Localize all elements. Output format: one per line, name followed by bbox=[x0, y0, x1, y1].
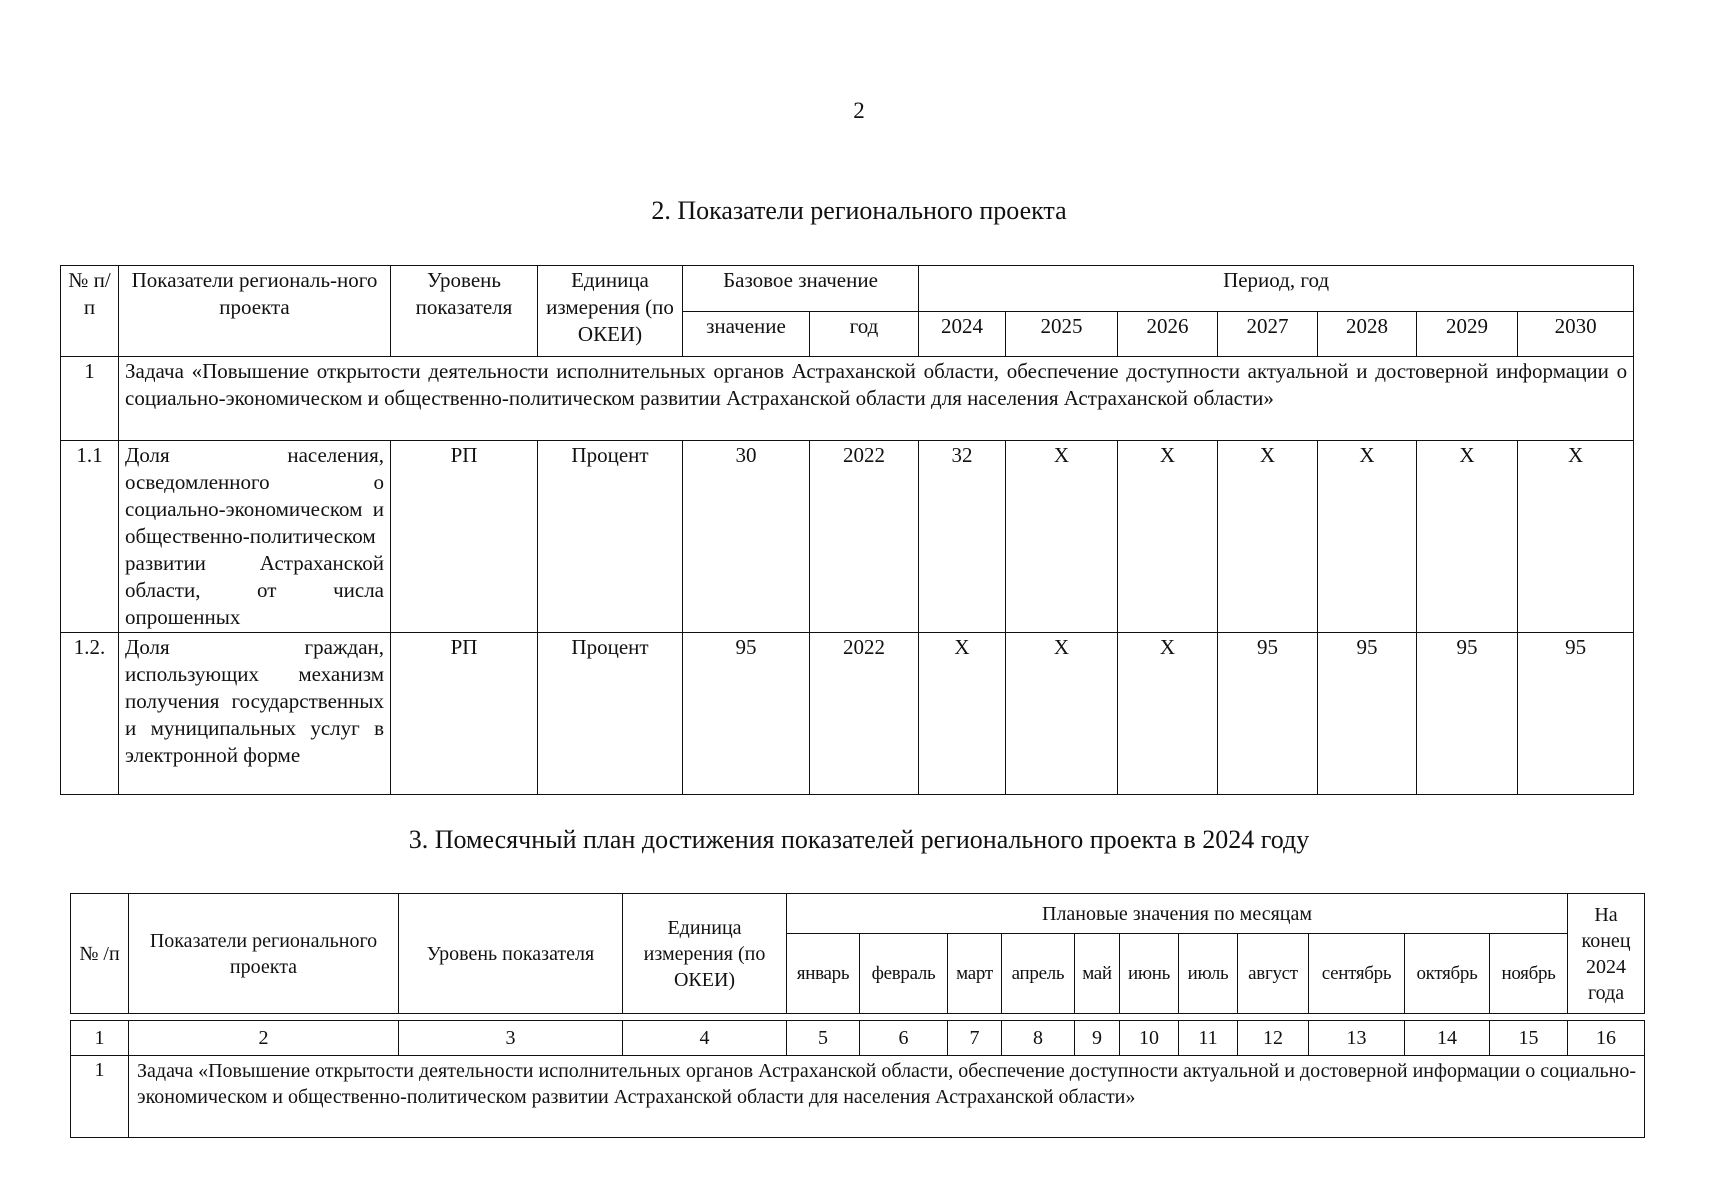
table-row bbox=[61, 441, 1634, 633]
row-value: 95 bbox=[1218, 633, 1318, 795]
header-indicator: Показатели региональ-ного проекта bbox=[119, 266, 391, 357]
header-month: октябрь bbox=[1405, 934, 1490, 1014]
header-num: № /п bbox=[71, 894, 129, 1014]
task-num: 1 bbox=[61, 357, 119, 441]
column-number: 11 bbox=[1179, 1021, 1238, 1056]
row-value: X bbox=[1118, 633, 1218, 795]
column-number: 16 bbox=[1568, 1021, 1645, 1056]
row-level: РП bbox=[391, 633, 538, 795]
column-number: 2 bbox=[129, 1021, 399, 1056]
row-unit: Процент bbox=[538, 441, 683, 633]
section-2-title: 2. Показатели регионального проекта bbox=[651, 196, 1067, 225]
header-period: Период, год bbox=[919, 266, 1634, 312]
header-base: Базовое значение bbox=[683, 266, 919, 312]
task-text: Задача «Повышение открытости деятельности исполнительных органов Астраханской области, обеспечение доступности актуальной и достоверной информации о социально-экономическом и общественно-политическом развитии Астраханской области для населения Астраханской области» bbox=[119, 357, 1634, 441]
header-month: сентябрь bbox=[1309, 934, 1405, 1014]
table-row bbox=[61, 633, 1634, 795]
row-value: X bbox=[1218, 441, 1318, 633]
row-unit: Процент bbox=[538, 633, 683, 795]
section-3-title: 3. Помесячный план достижения показателей регионального проекта в 2024 году bbox=[408, 825, 1310, 854]
header-month: февраль bbox=[860, 934, 948, 1014]
row-base-value: 95 bbox=[683, 633, 810, 795]
column-number: 7 bbox=[948, 1021, 1002, 1056]
page-number: 2 bbox=[853, 98, 865, 123]
header-unit: Единица измерения (по ОКЕИ) bbox=[538, 266, 683, 357]
column-number: 12 bbox=[1238, 1021, 1309, 1056]
indicators-table bbox=[60, 265, 1634, 795]
header-base-year: год bbox=[810, 312, 919, 357]
row-num: 1.2. bbox=[61, 633, 119, 795]
header-month: май bbox=[1075, 934, 1120, 1014]
column-number: 15 bbox=[1490, 1021, 1568, 1056]
row-indicator: Доля населения, осведомленного о социально-экономическом и общественно-политическом развитии Астраханской области, от числа опрошенных bbox=[119, 441, 391, 633]
header-unit: Единица измерения (по ОКЕИ) bbox=[623, 894, 787, 1014]
header-month: март bbox=[948, 934, 1002, 1014]
column-number: 14 bbox=[1405, 1021, 1490, 1056]
header-month: апрель bbox=[1002, 934, 1075, 1014]
header-month: июль bbox=[1179, 934, 1238, 1014]
row-indicator: Доля граждан, использующих механизм получения государственных и муниципальных услуг в электронной форме bbox=[119, 633, 391, 795]
header-base-value: значение bbox=[683, 312, 810, 357]
header-month: ноябрь bbox=[1490, 934, 1568, 1014]
task-num: 1 bbox=[71, 1056, 129, 1138]
header-year: 2027 bbox=[1218, 312, 1318, 357]
task-text: Задача «Повышение открытости деятельности исполнительных органов Астраханской области, обеспечение доступности актуальной и достоверной информации о социально-экономическом и общественно-политическом развитии Астраханской области для населения Астраханской области» bbox=[129, 1056, 1645, 1138]
row-value: X bbox=[1118, 441, 1218, 633]
column-number: 6 bbox=[860, 1021, 948, 1056]
row-level: РП bbox=[391, 441, 538, 633]
column-number: 4 bbox=[623, 1021, 787, 1056]
row-value: 32 bbox=[919, 441, 1006, 633]
row-value: 95 bbox=[1518, 633, 1634, 795]
row-base-year: 2022 bbox=[810, 441, 919, 633]
column-number: 9 bbox=[1075, 1021, 1120, 1056]
row-value: X bbox=[1318, 441, 1417, 633]
monthly-plan-table bbox=[70, 893, 1645, 1138]
column-number: 1 bbox=[71, 1021, 129, 1056]
header-year: 2028 bbox=[1318, 312, 1417, 357]
header-end-of-year: На конец 2024 года bbox=[1568, 894, 1645, 1014]
header-year: 2024 bbox=[919, 312, 1006, 357]
header-indicator: Показатели регионального проекта bbox=[129, 894, 399, 1014]
header-year: 2025 bbox=[1006, 312, 1118, 357]
task-row bbox=[71, 1056, 1645, 1138]
header-month: июнь bbox=[1120, 934, 1179, 1014]
header-level: Уровень показателя bbox=[391, 266, 538, 357]
header-month: январь bbox=[787, 934, 860, 1014]
row-num: 1.1 bbox=[61, 441, 119, 633]
row-value: 95 bbox=[1318, 633, 1417, 795]
column-numbers-row bbox=[71, 1021, 1645, 1056]
row-base-value: 30 bbox=[683, 441, 810, 633]
row-value: X bbox=[1518, 441, 1634, 633]
column-number: 3 bbox=[399, 1021, 623, 1056]
task-row bbox=[61, 357, 1634, 441]
column-number: 13 bbox=[1309, 1021, 1405, 1056]
header-level: Уровень показателя bbox=[399, 894, 623, 1014]
header-year: 2026 bbox=[1118, 312, 1218, 357]
column-number: 5 bbox=[787, 1021, 860, 1056]
header-year: 2030 bbox=[1518, 312, 1634, 357]
header-year: 2029 bbox=[1417, 312, 1518, 357]
row-value: X bbox=[1417, 441, 1518, 633]
header-month: август bbox=[1238, 934, 1309, 1014]
row-base-year: 2022 bbox=[810, 633, 919, 795]
column-number: 8 bbox=[1002, 1021, 1075, 1056]
row-value: 95 bbox=[1417, 633, 1518, 795]
row-value: X bbox=[1006, 441, 1118, 633]
header-monthly: Плановые значения по месяцам bbox=[787, 894, 1568, 934]
header-num: № п/п bbox=[61, 266, 119, 357]
row-value: X bbox=[1006, 633, 1118, 795]
column-number: 10 bbox=[1120, 1021, 1179, 1056]
row-value: X bbox=[919, 633, 1006, 795]
